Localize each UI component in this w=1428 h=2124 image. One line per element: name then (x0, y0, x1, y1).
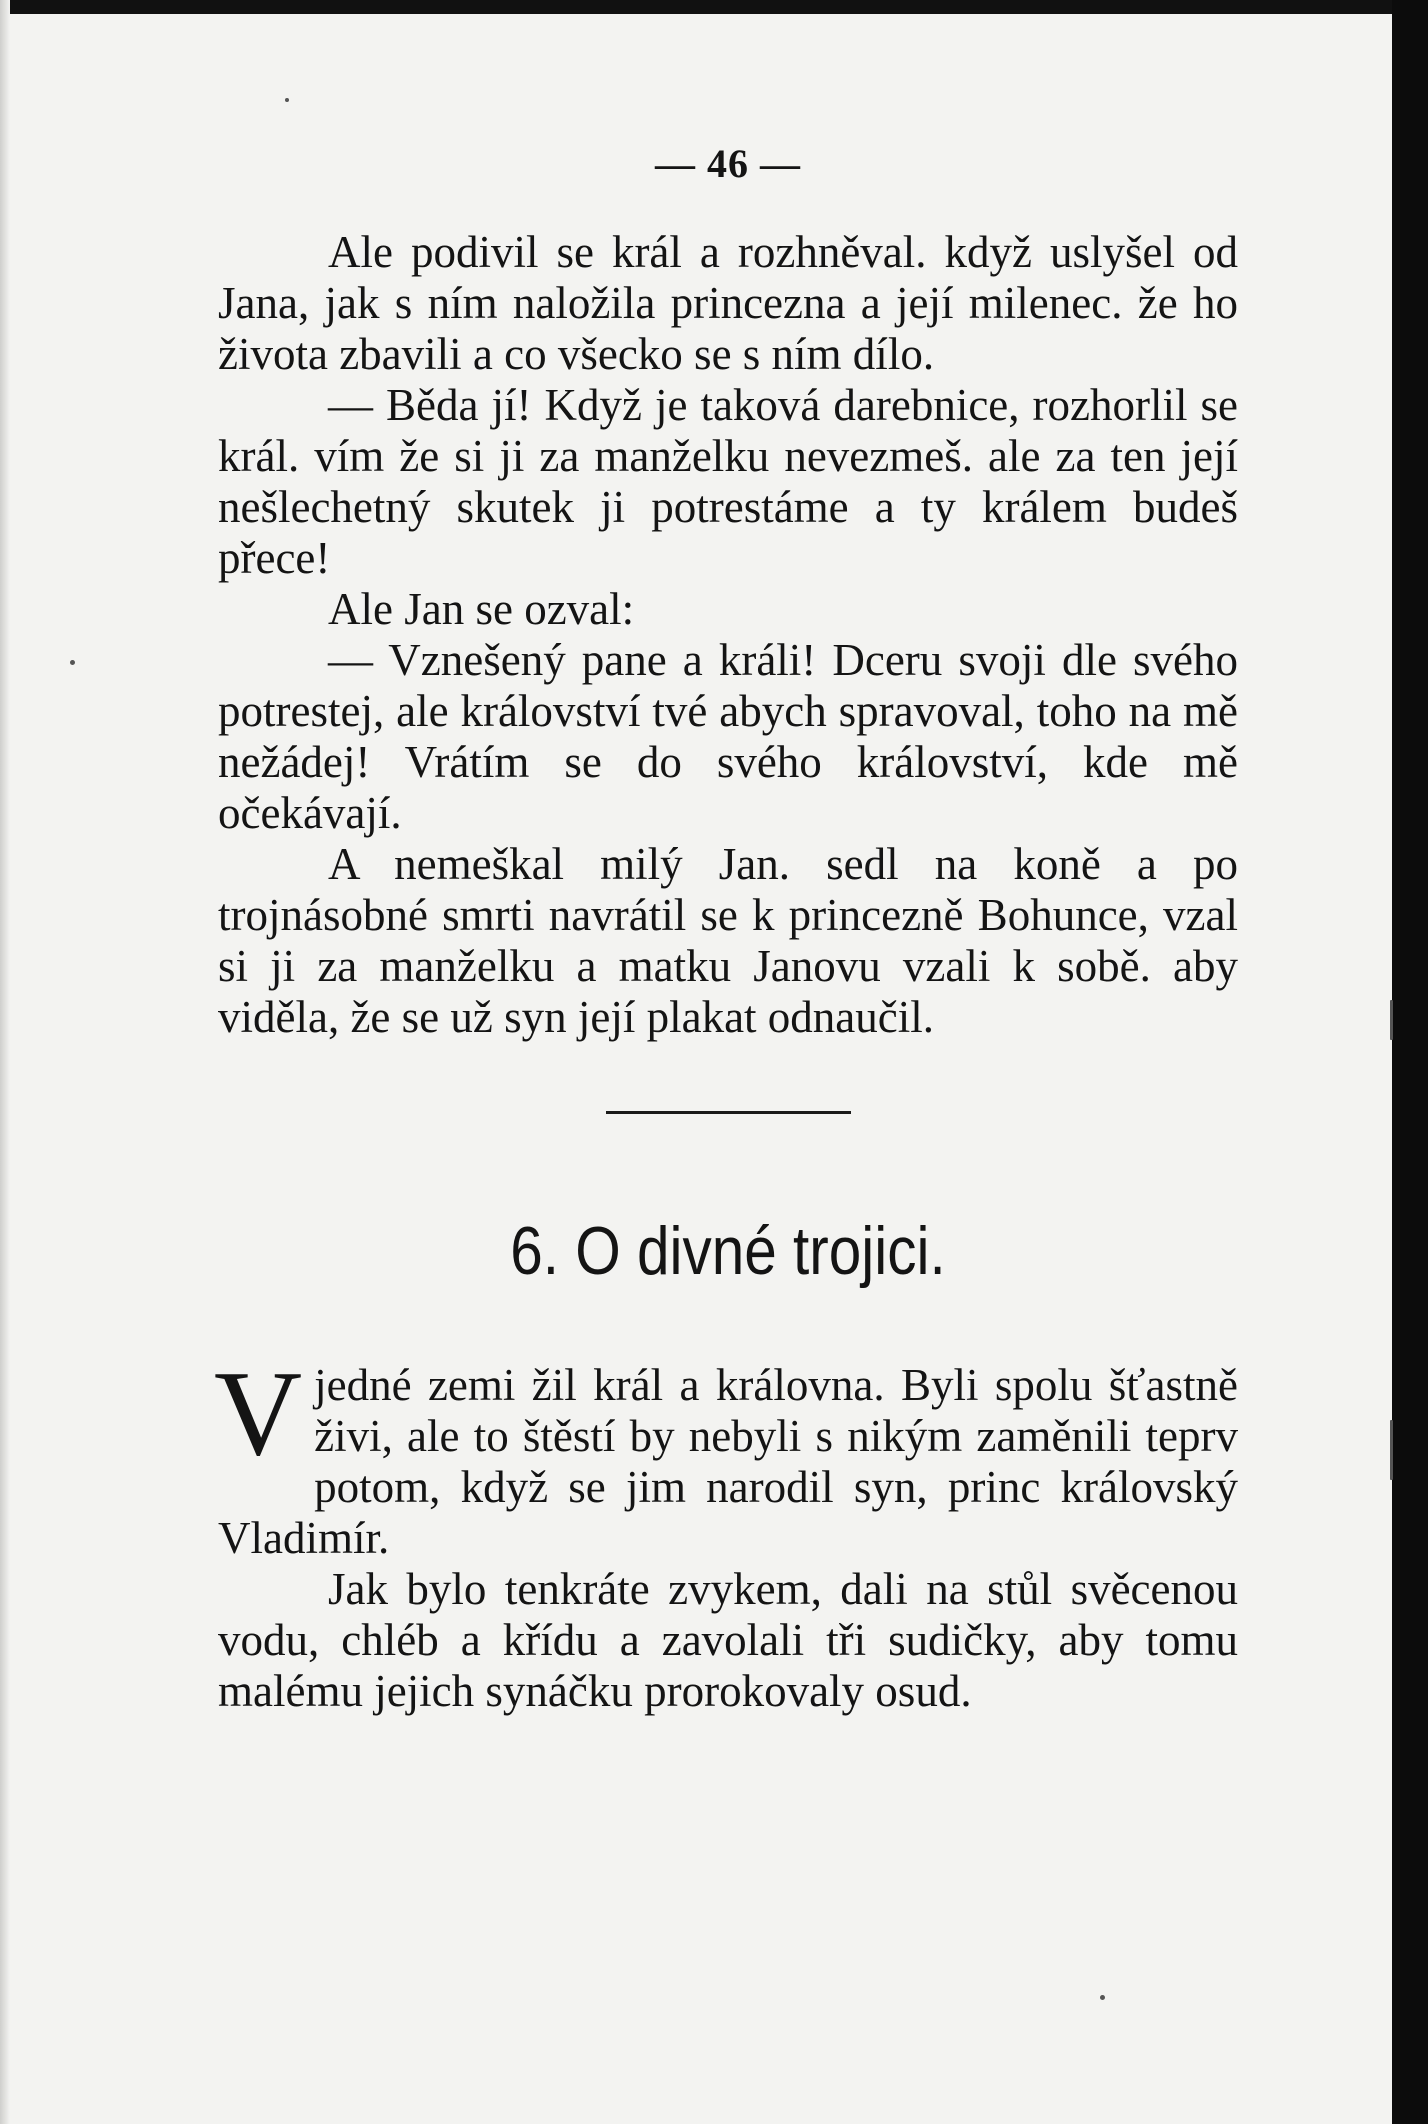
scan-edge-left (0, 0, 10, 2124)
paragraph: A nemeškal milý Jan. sedl na koně a po trojnásobné smrti navrátil se k princezně Bohunce, vzal si ji za manželku a matku Janovu vzali k sobě. aby viděla, že se už syn její plakat odnaučil. (218, 839, 1238, 1042)
chapter-first-paragraph (214, 1346, 1238, 1564)
scan-speck (1390, 1000, 1393, 1040)
drop-cap: V (214, 1346, 303, 1481)
scan-border-right (1392, 0, 1428, 2124)
paragraph: Ale Jan se ozval: (328, 584, 635, 634)
page-number: — 46 — (655, 141, 801, 186)
scan-speck (1390, 1420, 1393, 1480)
scan-speck (1100, 1995, 1105, 2000)
section-divider (606, 1111, 851, 1114)
scan-speck (70, 660, 75, 665)
paragraph: — Vznešený pane a králi! Dceru svoji dle svého potrestej, ale království tvé abych spravoval, toho na mě nežádej! Vrátím se do svého království, kde mě očekávají. (218, 635, 1238, 838)
scan-border-top (0, 0, 1428, 14)
paragraph: — Běda jí! Když je taková darebnice, rozhorlil se král. vím že si ji za manželku nevezmeš. ale za ten její nešlechetný skutek ji potrestáme a ty králem budeš přece! (218, 380, 1238, 583)
book-page (214, 140, 1238, 1717)
paragraph: Ale podivil se král a rozhněval. když uslyšel od Jana, jak s ním naložila princezna a její milenec. že ho života zbavili a co všecko se s ním dílo. (218, 227, 1238, 379)
scan-speck (285, 98, 289, 102)
paragraph: Jak bylo tenkráte zvykem, dali na stůl svěcenou vodu, chléb a křídu a zavolali tři sudičky, aby tomu malému jejich synáčku prorokovaly osud. (218, 1564, 1238, 1716)
chapter-title: 6. O divné trojici. (510, 1213, 946, 1289)
chapter-first-paragraph-text: jedné zemi žil král a královna. Byli spolu šťastně živi, ale to štěstí by nebyli s nikým zaměnili teprv potom, když se jim narodil syn, princ královský Vladimír. (218, 1360, 1238, 1563)
